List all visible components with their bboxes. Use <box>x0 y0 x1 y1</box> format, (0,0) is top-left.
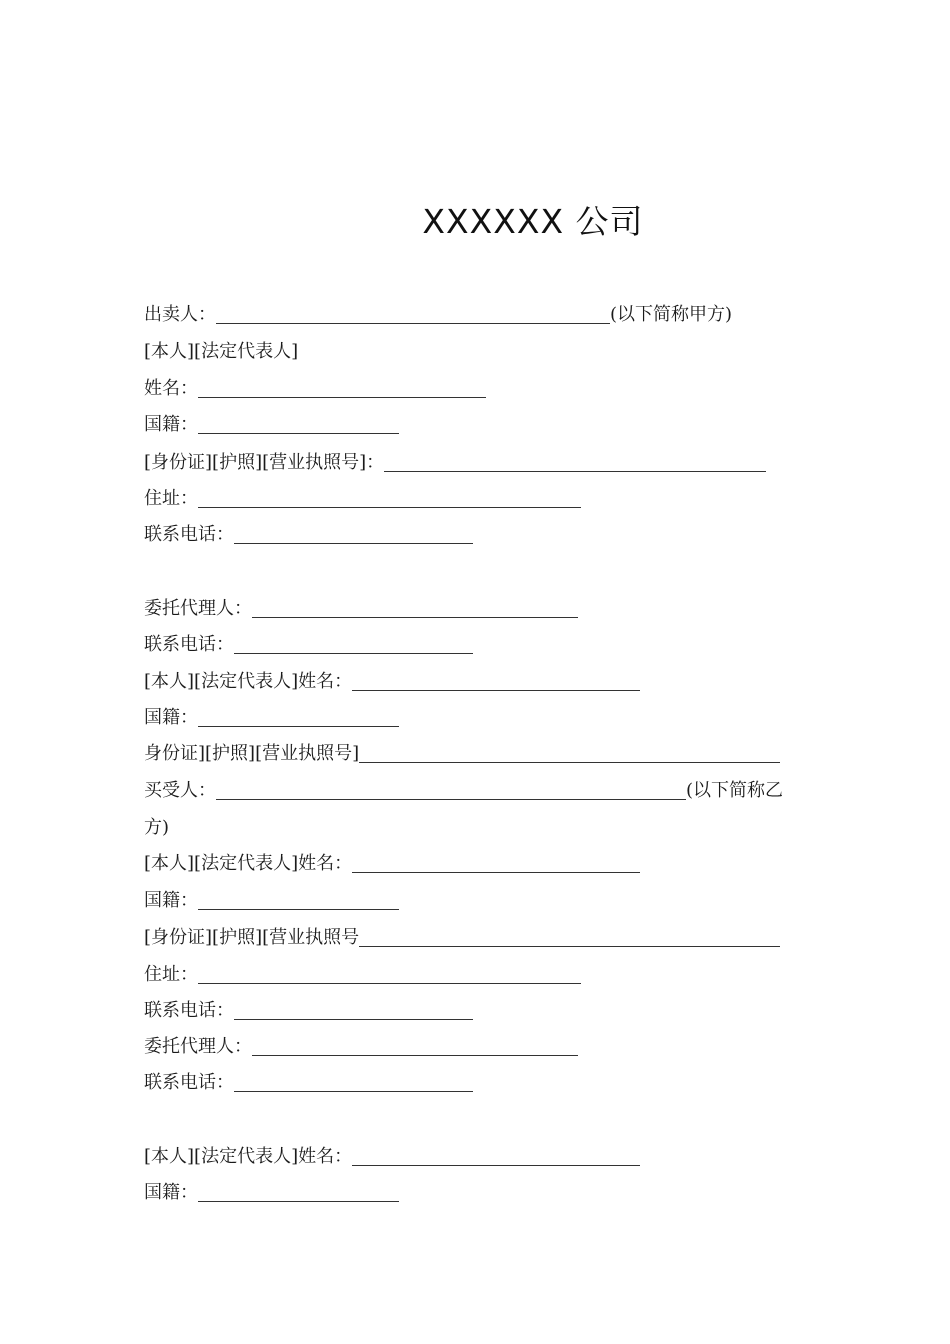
buyer-agent-rep-blank[interactable] <box>352 1147 640 1166</box>
buyer-agent-phone-line <box>144 1071 473 1095</box>
buyer-agent-label: 委托代理人： <box>144 1036 252 1057</box>
seller-agent-phone-line <box>144 633 473 657</box>
buyer-agent-nationality-line <box>144 1181 399 1205</box>
seller-label: 出卖人： <box>144 304 216 325</box>
buyer-agent-nationality-label: 国籍： <box>144 1182 198 1203</box>
buyer-phone-line <box>144 999 473 1023</box>
seller-agent-nationality-label: 国籍： <box>144 707 198 728</box>
seller-role-label: [本人][法定代表人] <box>144 341 299 362</box>
buyer-agent-rep-label: [本人][法定代表人]姓名： <box>144 1146 353 1167</box>
buyer-blank[interactable] <box>216 781 686 800</box>
buyer-agent-rep-line <box>144 1145 640 1169</box>
seller-agent-blank[interactable] <box>252 599 578 618</box>
buyer-suffix-wrap-line <box>144 816 169 840</box>
seller-id-blank[interactable] <box>384 453 766 472</box>
buyer-line <box>144 779 783 803</box>
seller-agent-rep-line <box>144 670 640 694</box>
seller-address-blank[interactable] <box>198 489 581 508</box>
buyer-rep-label: [本人][法定代表人]姓名： <box>144 853 353 874</box>
document-title: XXXXXX 公司 <box>422 202 644 241</box>
seller-agent-phone-label: 联系电话： <box>144 634 234 655</box>
seller-address-line <box>144 487 581 511</box>
buyer-rep-line <box>144 852 640 876</box>
seller-address-label: 住址： <box>144 488 198 509</box>
seller-phone-blank[interactable] <box>234 525 473 544</box>
seller-role-line <box>144 340 298 364</box>
buyer-address-blank[interactable] <box>198 965 581 984</box>
seller-phone-line <box>144 523 473 547</box>
seller-agent-nationality-blank[interactable] <box>198 708 399 727</box>
buyer-agent-line <box>144 1035 578 1059</box>
buyer-agent-phone-label: 联系电话： <box>144 1072 234 1093</box>
buyer-address-line <box>144 963 581 987</box>
buyer-nationality-line <box>144 889 399 913</box>
buyer-suffix: (以下简称乙 <box>686 780 784 801</box>
seller-name-label: 姓名： <box>144 378 198 399</box>
seller-agent-label: 委托代理人： <box>144 598 252 619</box>
seller-agent-nationality-line <box>144 706 399 730</box>
buyer-agent-phone-blank[interactable] <box>234 1073 473 1092</box>
buyer-agent-nationality-blank[interactable] <box>198 1183 399 1202</box>
buyer-label: 买受人： <box>144 780 216 801</box>
seller-blank[interactable] <box>216 305 610 324</box>
seller-id-label: [身份证][护照][营业执照号]： <box>144 452 385 473</box>
buyer-nationality-blank[interactable] <box>198 891 399 910</box>
buyer-id-label: [身份证][护照][营业执照号 <box>144 927 360 948</box>
buyer-phone-blank[interactable] <box>234 1001 473 1020</box>
seller-id-line <box>144 451 766 475</box>
seller-suffix: (以下简称甲方) <box>610 304 733 325</box>
seller-name-blank[interactable] <box>198 379 486 398</box>
buyer-id-blank[interactable] <box>359 928 780 947</box>
buyer-address-label: 住址： <box>144 964 198 985</box>
buyer-phone-label: 联系电话： <box>144 1000 234 1021</box>
seller-agent-line <box>144 597 578 621</box>
seller-name-line <box>144 377 486 401</box>
buyer-rep-blank[interactable] <box>352 854 640 873</box>
seller-nationality-blank[interactable] <box>198 415 399 434</box>
seller-nationality-label: 国籍： <box>144 414 198 435</box>
seller-nationality-line <box>144 413 399 437</box>
seller-agent-id-line <box>144 742 780 766</box>
buyer-agent-blank[interactable] <box>252 1037 578 1056</box>
seller-line <box>144 303 732 327</box>
seller-agent-id-label: 身份证][护照][营业执照号] <box>144 743 360 764</box>
seller-agent-rep-label: [本人][法定代表人]姓名： <box>144 671 353 692</box>
buyer-nationality-label: 国籍： <box>144 890 198 911</box>
seller-agent-id-blank[interactable] <box>359 744 780 763</box>
buyer-id-line <box>144 926 780 950</box>
seller-agent-rep-blank[interactable] <box>352 672 640 691</box>
seller-phone-label: 联系电话： <box>144 524 234 545</box>
buyer-suffix-wrap: 方) <box>144 817 170 838</box>
seller-agent-phone-blank[interactable] <box>234 635 473 654</box>
